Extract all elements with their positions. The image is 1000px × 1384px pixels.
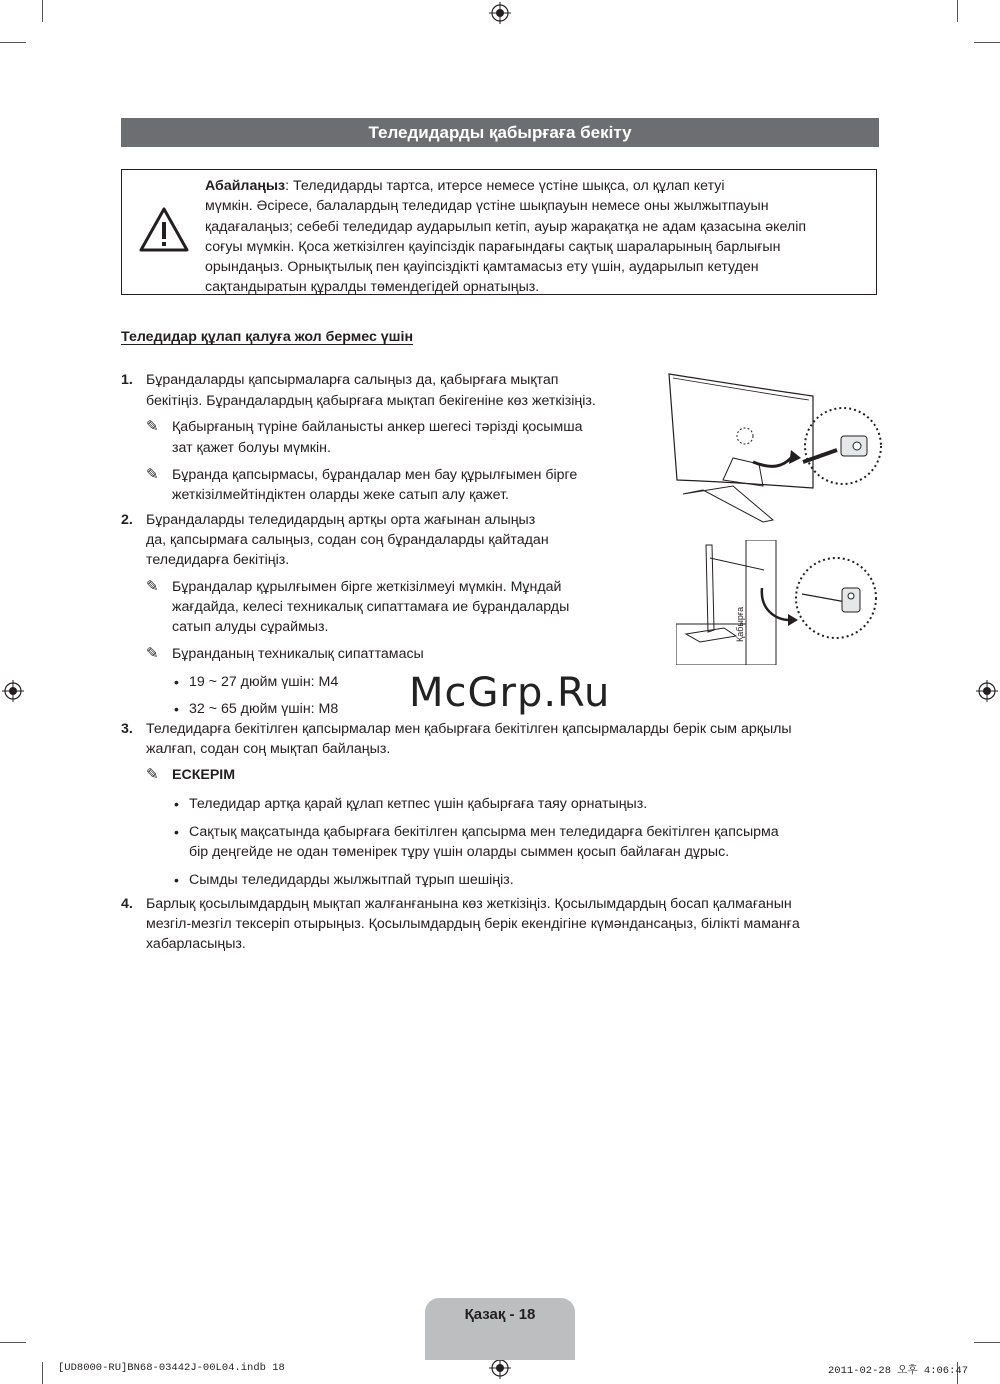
warning-line: мүмкін. Әсіресе, балалардың теледидар үстіне шықпауын немесе оны жылжытпауын (205, 198, 769, 215)
step-text: Теледидарға бекітілген қапсырмалар мен қабырғаға бекітілген қапсырмаларды берік сым арқылы (146, 721, 792, 737)
note-heading: ЕСКЕРІМ (172, 767, 236, 783)
registration-mark-icon (2, 680, 24, 702)
registration-mark-icon (976, 680, 998, 702)
bullet-text: 32 ~ 65 дюйм үшін: M8 (189, 701, 339, 717)
bullet-dot: • (174, 824, 179, 840)
bullet-dot: • (174, 872, 179, 888)
crop-mark (0, 42, 26, 43)
warning-line: сақтандыратын құралды төмендегідей орнатыңыз. (205, 279, 540, 296)
watermark: McGrp.Ru (409, 670, 611, 716)
step-text: мезгіл-мезгіл тексеріп отырыңыз. Қосылымдардың берік екендігіне күмәндансаңыз, білікті маманға (146, 916, 800, 932)
page-title: Теледидарды қабырғаға бекіту (121, 118, 879, 147)
section-subheading: Теледидар құлап қалуға жол бермес үшін (121, 329, 414, 345)
crop-mark (974, 1342, 1000, 1343)
crop-mark (42, 0, 43, 22)
note-text: сатып алуды сұраймыз. (172, 619, 329, 635)
note-text: Бұранда қапсырмасы, бұрандалар мен бау құрылғымен бірге (172, 467, 578, 483)
step-number: 2. (121, 512, 133, 528)
registration-mark-icon (489, 2, 511, 24)
bullet-dot: • (174, 701, 179, 717)
step-number: 1. (121, 372, 133, 388)
step-number: 3. (121, 721, 133, 737)
wall-illustration (676, 540, 881, 665)
bullet-text: Сымды теледидарды жылжытпай тұрып шешіңіз. (189, 872, 514, 888)
warning-line: соғуы мүмкін. Қоса жеткізілген қауіпсіздік парағындағы сақтық шараларының барлығын (205, 238, 781, 255)
pencil-note-icon: ✎ (146, 466, 159, 483)
step-text: хабарласыңыз. (146, 936, 246, 952)
registration-mark-icon (489, 1357, 511, 1379)
page-number: Қазақ - 18 (464, 1306, 536, 1323)
pencil-note-icon: ✎ (146, 418, 159, 435)
step-text: Барлық қосылымдардың мықтап жалғанғанына көз жеткізіңіз. Қосылымдардың босап қалмағанын (146, 896, 792, 912)
step-text: жалғап, содан соң мықтап байлаңыз. (146, 741, 391, 757)
crop-mark (974, 42, 1000, 43)
file-info: [UD8000-RU]BN68-03442J-00L04.indb 18 (58, 1362, 285, 1374)
step-text: Бұрандаларды қапсырмаларға салыңыз да, қабырғаға мықтап (146, 372, 559, 388)
warning-box (121, 169, 877, 295)
pencil-note-icon: ✎ (146, 578, 159, 595)
bullet-dot: • (174, 796, 179, 812)
step-text: да, қапсырмаға салыңыз, содан соң бұрандаларды қайтадан (146, 532, 549, 548)
warning-text (205, 176, 873, 298)
note-text: жағдайда, келесі техникалық сипаттамаға ие бұрандаларды (172, 599, 570, 615)
bullet-text: 19 ~ 27 дюйм үшін: M4 (189, 674, 339, 690)
bullet-text: Сақтық мақсатында қабырғаға бекітілген қапсырма мен теледидарға бекітілген қапсырма (189, 824, 779, 840)
note-text: Бұрандалар құрылғымен бірге жеткізілмеуі мүмкін. Мұндай (172, 579, 562, 595)
step-text: Бұрандаларды теледидардың артқы орта жағынан алыңыз (146, 512, 536, 528)
print-timestamp: 2011-02-28 오후 4:06:47 (828, 1365, 969, 1377)
warning-line: : Теледидарды тартса, итерсе немесе үстіне шықса, ол құлап кетуі (285, 178, 725, 194)
bullet-text: Теледидар артқа қарай құлап кетпес үшін қабырғаға таяу орнатыңыз. (189, 796, 648, 812)
step-text: теледидарға бекітіңіз. (146, 552, 290, 568)
note-text: Бұранданың техникалық сипаттамасы (172, 646, 424, 662)
step-text: бекітіңіз. Бұрандалардың қабырғаға мықтап бекігеніне көз жеткізіңіз. (146, 393, 596, 409)
warning-line: қадағалаңыз; себебі теледидар аударылып кетіп, ауыр жарақатқа не адам қазасына әкеліп (205, 218, 807, 235)
figure-label-wall: Қабырға (735, 606, 745, 642)
step-number: 4. (121, 896, 133, 912)
bullet-text: бір деңгейде не одан төменірек тұру үшін оларды сыммен қосып байлаған дұрыс. (189, 844, 730, 860)
pencil-note-icon: ✎ (146, 645, 159, 662)
warning-lead: Абайлаңыз (205, 178, 286, 194)
note-text: Қабырғаның түріне байланысты анкер шегесі тәрізді қосымша (172, 419, 583, 435)
crop-mark (957, 0, 958, 22)
bullet-dot: • (174, 674, 179, 690)
note-text: жеткізілмейтіндіктен оларды жеке сатып алу қажет. (172, 487, 509, 503)
tv-bracket-illustration (663, 370, 883, 535)
warning-line: орындаңыз. Орнықтылық пен қауіпсіздікті қамтамасыз ету үшін, аударылып кетуден (205, 259, 759, 276)
crop-mark (42, 1362, 43, 1384)
warning-triangle-icon (138, 206, 190, 254)
note-text: зат қажет болуы мүмкін. (172, 440, 331, 456)
pencil-note-icon: ✎ (146, 766, 159, 783)
crop-mark (0, 1342, 26, 1343)
